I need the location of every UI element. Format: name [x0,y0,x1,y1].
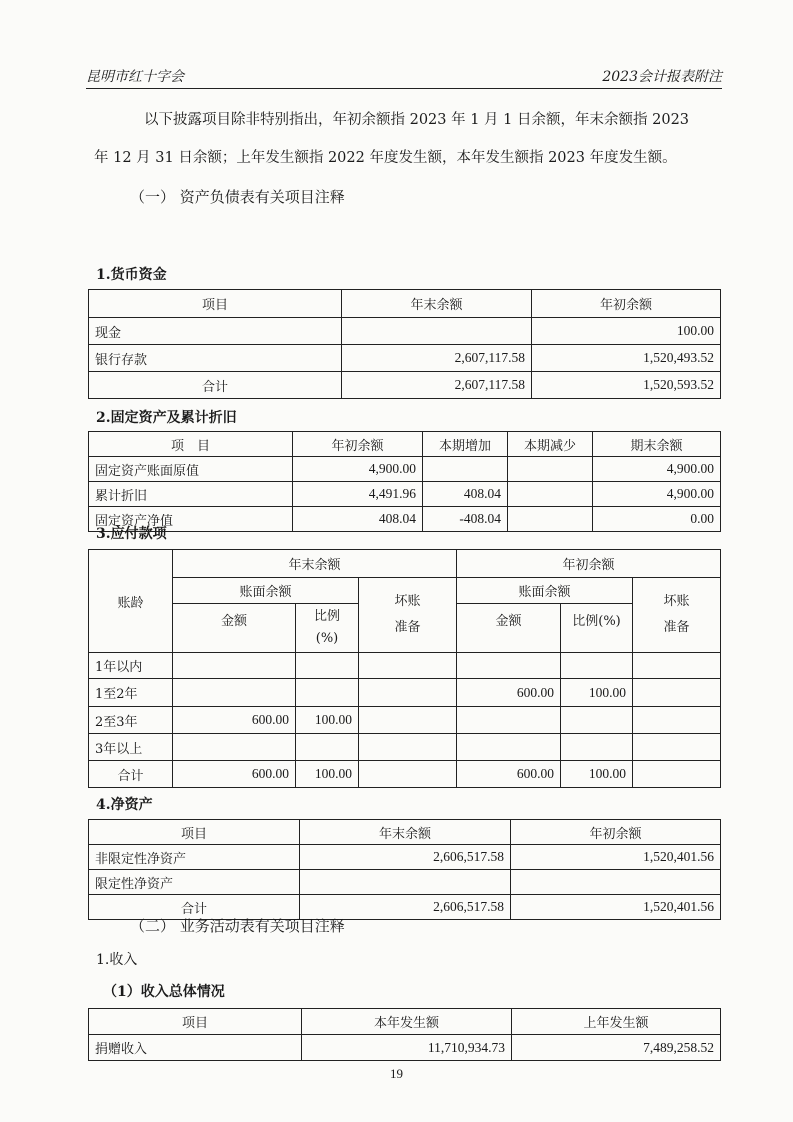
table-row [89,845,721,870]
value-cell: 4,900.00 [593,457,721,482]
value-cell [359,734,457,761]
row-label: 限定性净资产 [89,870,300,895]
value-cell [508,507,593,532]
age-header: 账龄 [89,550,173,653]
value-cell: 2,606,517.58 [300,845,511,870]
value-cell [296,653,359,679]
table-header-row [89,290,721,318]
value-cell [561,653,633,679]
value-cell [511,870,721,895]
org-name: 昆明市红十字会 [86,69,184,85]
value-cell: 600.00 [173,707,296,734]
table-header-row [89,578,721,604]
ratio-unit: (%) [315,631,339,646]
value-cell: 600.00 [457,761,561,788]
value-cell: 1,520,493.52 [532,345,721,372]
table-row [89,707,721,734]
header-cell: 项目 [89,290,342,318]
bad-debt-label: 坏账 [663,594,690,609]
row-label: 非限定性净资产 [89,845,300,870]
value-cell [173,679,296,707]
row-label: 现金 [89,318,342,345]
value-cell: 4,900.00 [593,482,721,507]
value-cell: 1,520,401.56 [511,895,721,920]
value-cell: 100.00 [532,318,721,345]
header-cell: 本年发生额 [302,1009,512,1035]
document-title: 2023会计报表附注 [602,69,722,85]
value-cell: 0.00 [593,507,721,532]
value-cell: 11,710,934.73 [302,1035,512,1061]
intro-line-1: 以下披露项目除非特别指出，年初余额指 2023 年 1 月 1 日余额，年末余额指 2023 [144,112,690,128]
table-row [89,482,721,507]
value-cell [173,653,296,679]
income-table [88,1008,721,1061]
year-end-header: 年末余额 [173,550,457,578]
header-cell: 年末余额 [342,290,532,318]
value-cell [633,653,721,679]
value-cell: 2,606,517.58 [300,895,511,920]
page-number: 19 [390,1066,403,1081]
value-cell [359,707,457,734]
income-subtitle: （1）收入总体情况 [103,984,225,1000]
value-cell: 4,900.00 [293,457,423,482]
fixed-assets-title: 2.固定资产及累计折旧 [96,410,237,426]
ratio-header: 比例(%) [561,604,633,653]
value-cell [359,761,457,788]
bad-debt-header [359,578,457,653]
row-label: 合计 [89,372,342,399]
section-2-title: （二） 业务活动表有关项目注释 [130,917,345,935]
table-row [89,507,721,532]
value-cell: 408.04 [293,507,423,532]
header-cell: 年初余额 [532,290,721,318]
value-cell [508,482,593,507]
ratio-label: 比例 [313,609,340,624]
value-cell [633,679,721,707]
value-cell [561,734,633,761]
value-cell [633,734,721,761]
table-row [89,345,721,372]
income-title: 1.收入 [96,952,138,968]
table-row [89,679,721,707]
value-cell [457,734,561,761]
row-label: 3年以上 [89,734,173,761]
value-cell: 2,607,117.58 [342,345,532,372]
value-cell: -408.04 [423,507,508,532]
amount-header: 金额 [173,604,296,653]
table-row [89,734,721,761]
net-assets-table [88,819,721,920]
book-balance-header: 账面余额 [173,578,359,604]
value-cell [633,707,721,734]
bad-debt-label-2: 准备 [663,620,690,635]
bad-debt-header [633,578,721,653]
bad-debt-label: 坏账 [394,594,421,609]
header-cell: 本期减少 [508,432,593,457]
net-assets-title: 4.净资产 [96,797,153,813]
value-cell: 100.00 [561,679,633,707]
cash-table [88,289,721,399]
year-begin-header: 年初余额 [457,550,721,578]
fixed-assets-table [88,431,721,532]
row-label: 累计折旧 [89,482,293,507]
header-cell: 年末余额 [300,820,511,845]
value-cell: 600.00 [457,679,561,707]
table-total-row [89,761,721,788]
value-cell: 408.04 [423,482,508,507]
header-cell: 上年发生额 [512,1009,721,1035]
header-cell: 年初余额 [293,432,423,457]
header-cell: 期末余额 [593,432,721,457]
book-balance-header: 账面余额 [457,578,633,604]
section-1-title: （一） 资产负债表有关项目注释 [130,188,345,206]
row-label: 固定资产净值 [89,507,293,532]
payables-title: 3.应付款项 [96,526,167,542]
value-cell: 7,489,258.52 [512,1035,721,1061]
header-cell: 本期增加 [423,432,508,457]
value-cell [296,734,359,761]
payables-table [88,549,721,788]
table-row [89,1035,721,1061]
table-total-row [89,372,721,399]
amount-header: 金额 [457,604,561,653]
value-cell [342,318,532,345]
value-cell [359,679,457,707]
value-cell [359,653,457,679]
row-label: 固定资产账面原值 [89,457,293,482]
row-label: 捐赠收入 [89,1035,302,1061]
table-row [89,870,721,895]
value-cell: 600.00 [173,761,296,788]
ratio-header [296,604,359,653]
row-label: 银行存款 [89,345,342,372]
intro-line-2: 年 12 月 31 日余额；上年发生额指 2022 年度发生额，本年发生额指 2023 年度发生额。 [94,150,677,166]
table-header-row [89,432,721,457]
row-label: 合计 [89,895,300,920]
header-cell: 项目 [89,820,300,845]
row-label: 1至2年 [89,679,173,707]
row-label: 1年以内 [89,653,173,679]
row-label: 合计 [89,761,173,788]
value-cell: 100.00 [561,761,633,788]
value-cell [457,707,561,734]
value-cell [633,761,721,788]
value-cell: 100.00 [296,707,359,734]
table-header-row [89,550,721,578]
value-cell: 1,520,401.56 [511,845,721,870]
bad-debt-label-2: 准备 [394,620,421,635]
table-header-row [89,820,721,845]
table-row [89,457,721,482]
table-row [89,318,721,345]
table-header-row [89,1009,721,1035]
value-cell: 1,520,593.52 [532,372,721,399]
row-label: 2至3年 [89,707,173,734]
cash-title: 1.货币资金 [96,267,167,283]
value-cell [508,457,593,482]
header-cell: 年初余额 [511,820,721,845]
page-header [86,66,722,88]
value-cell: 100.00 [296,761,359,788]
value-cell: 2,607,117.58 [342,372,532,399]
value-cell [561,707,633,734]
header-cell: 项 目 [89,432,293,457]
value-cell [173,734,296,761]
header-cell: 项目 [89,1009,302,1035]
value-cell [457,653,561,679]
header-rule [86,88,722,89]
table-row [89,653,721,679]
value-cell [296,679,359,707]
value-cell: 4,491.96 [293,482,423,507]
value-cell [423,457,508,482]
value-cell [300,870,511,895]
